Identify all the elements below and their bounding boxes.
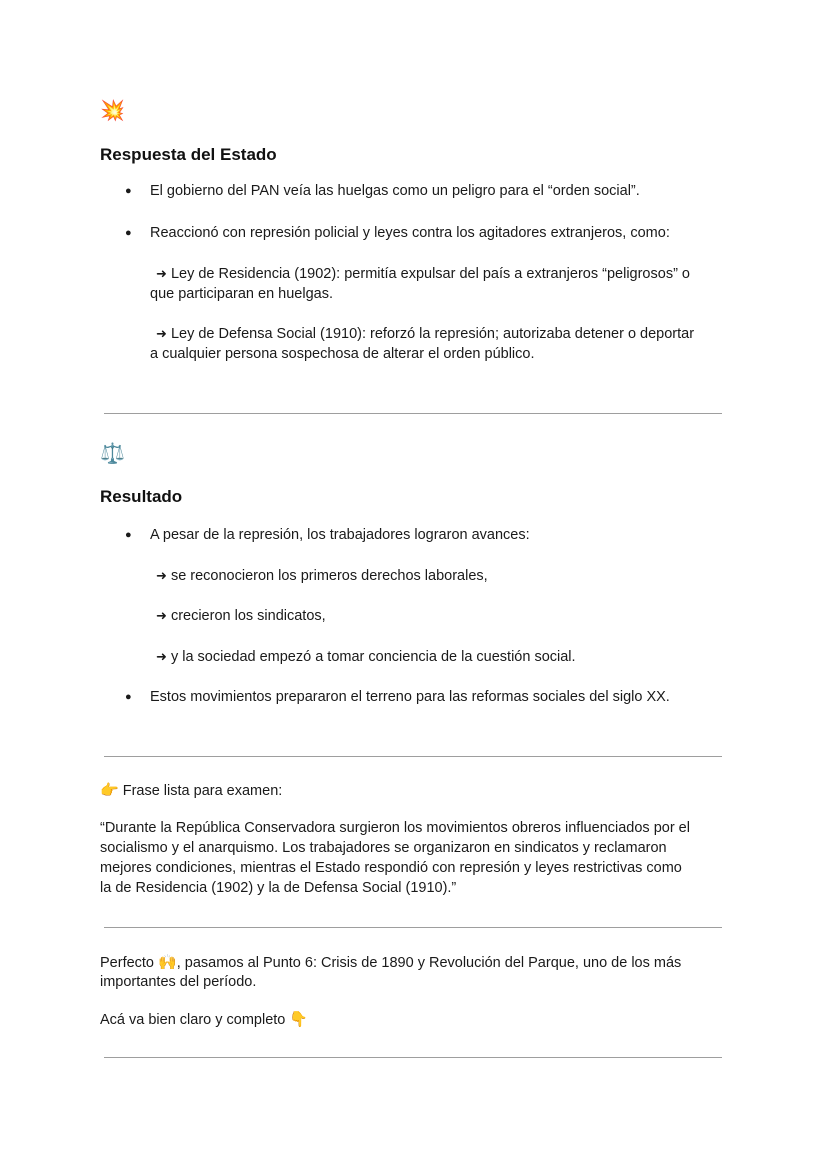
sub-list-item: ➜ crecieron los sindicatos, <box>156 608 326 624</box>
exam-quote-line: la de Residencia (1902) y la de Defensa Social (1910).” <box>100 880 457 896</box>
arrow-right-icon: ➜ <box>156 609 167 624</box>
section-heading-respuesta: Respuesta del Estado <box>100 145 277 164</box>
law-residencia-line1: ➜ Ley de Residencia (1902): permitía expulsar del país a extranjeros “peligrosos” o <box>156 266 690 282</box>
exam-quote-line: “Durante la República Conservadora surgieron los movimientos obreros influenciados por el <box>100 820 690 836</box>
pointing-right-icon: 👉 <box>100 781 119 799</box>
closing-paragraph-line3: Acá va bien claro y completo 👇 <box>100 1010 309 1028</box>
closing-paragraph-line2: importantes del período. <box>100 974 257 990</box>
sub-list-item: ➜ y la sociedad empezó a tomar conciencia de la cuestión social. <box>156 649 576 665</box>
horizontal-divider <box>104 1057 722 1058</box>
law-residencia-line2: que participaran en huelgas. <box>150 286 333 302</box>
arrow-right-icon: ➜ <box>156 327 167 342</box>
exam-quote-line: socialismo y el anarquismo. Los trabajadores se organizaron en sindicatos y reclamaron <box>100 840 667 856</box>
balance-scale-icon: ⚖️ <box>100 441 125 465</box>
bullet-dot: ● <box>125 185 132 197</box>
horizontal-divider <box>104 413 722 414</box>
list-item: El gobierno del PAN veía las huelgas como un peligro para el “orden social”. <box>150 183 640 199</box>
exam-quote-line: mejores condiciones, mientras el Estado respondió con represión y leyes restrictivas como <box>100 860 682 876</box>
pointing-down-icon: 👇 <box>289 1010 309 1028</box>
exam-phrase-label: 👉 Frase lista para examen: <box>100 781 283 799</box>
list-item: Reaccionó con represión policial y leyes contra los agitadores extranjeros, como: <box>150 225 670 241</box>
bullet-dot: ● <box>125 691 132 703</box>
closing-paragraph-line1: Perfecto 🙌, pasamos al Punto 6: Crisis de 1890 y Revolución del Parque, uno de los más <box>100 953 682 971</box>
law-defensa-line2: a cualquier persona sospechosa de alterar el orden público. <box>150 346 535 362</box>
arrow-right-icon: ➜ <box>156 650 167 665</box>
sub-list-item: ➜ se reconocieron los primeros derechos laborales, <box>156 568 488 584</box>
arrow-right-icon: ➜ <box>156 569 167 584</box>
section-heading-resultado: Resultado <box>100 487 183 506</box>
bullet-dot: ● <box>125 227 132 239</box>
bullet-dot: ● <box>125 529 132 541</box>
list-item: Estos movimientos prepararon el terreno para las reformas sociales del siglo XX. <box>150 689 670 705</box>
list-item: A pesar de la represión, los trabajadores lograron avances: <box>150 527 530 543</box>
raising-hands-icon: 🙌 <box>158 953 177 971</box>
law-defensa-line1: ➜ Ley de Defensa Social (1910): reforzó la represión; autorizaba detener o deportar <box>156 326 695 342</box>
horizontal-divider <box>104 756 722 757</box>
arrow-right-icon: ➜ <box>156 267 167 282</box>
horizontal-divider <box>104 927 722 928</box>
collision-icon: 💥 <box>100 98 125 122</box>
